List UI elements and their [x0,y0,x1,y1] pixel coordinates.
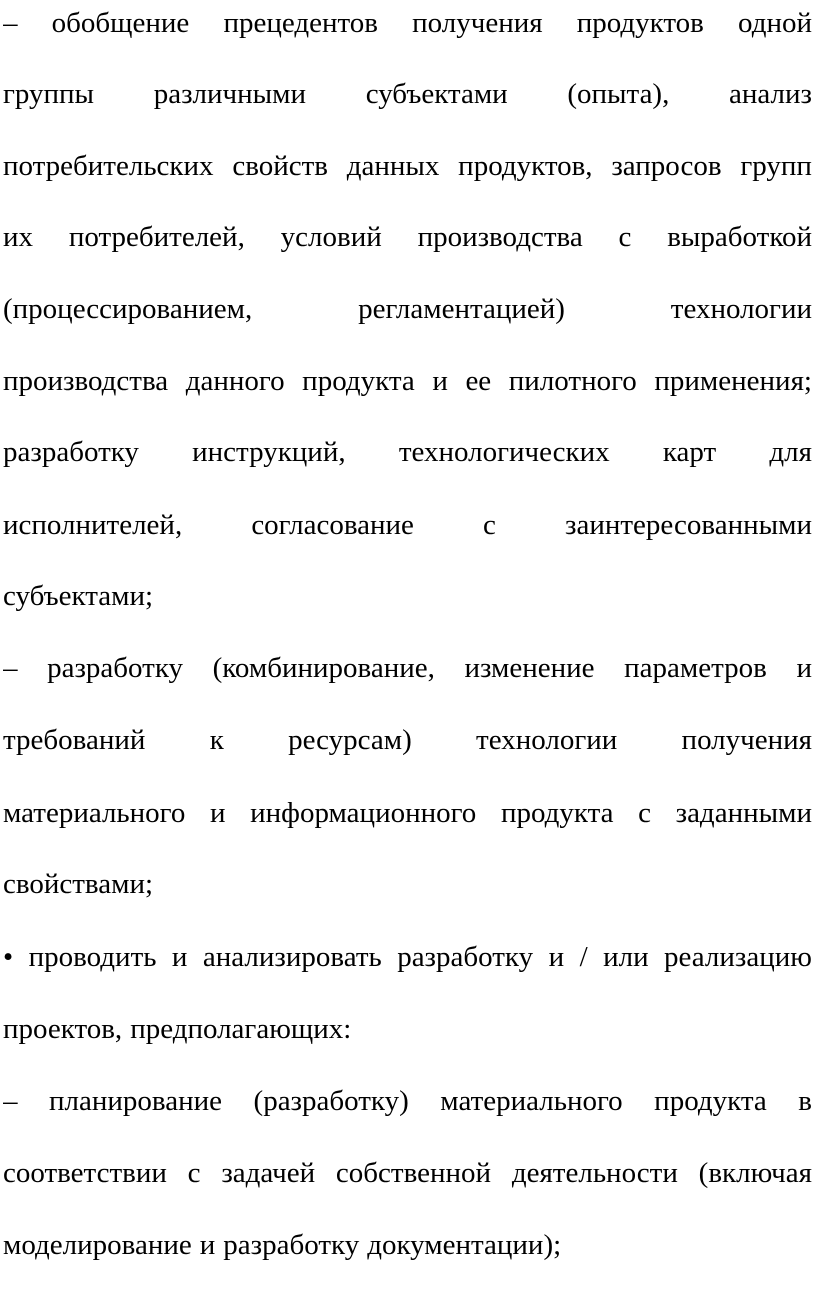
word: выработкой [667,221,812,253]
word: обобщение [51,7,190,39]
text-line [3,576,812,616]
text-line [3,289,812,329]
word: разработку [397,941,534,973]
word: планирование [49,1085,223,1117]
word: с [483,509,496,541]
word: в [798,1085,812,1117]
word: (комбинирование, [212,652,435,684]
word: технологических [398,436,610,468]
word: моделирование [3,1229,192,1261]
word: групп [740,150,812,182]
word: к [209,724,224,756]
word: данных [346,150,440,182]
text-line [3,432,812,472]
word: их [3,221,34,253]
word: данного [185,365,285,397]
word: прецедентов [223,7,378,39]
word: технологии [670,293,812,325]
word: заданными [675,797,812,829]
word: субъектами; [3,580,154,612]
word: и [796,652,812,684]
word: с [187,1157,201,1189]
word: исполнителей, [3,509,183,541]
word: с [638,797,651,829]
word: деятельности [511,1157,678,1189]
word: и [548,941,565,973]
word: получения [681,724,812,756]
word: продукта [302,365,415,397]
text-line [3,146,812,186]
word: собственной [335,1157,492,1189]
text-line [3,505,812,545]
word: свойств [232,150,328,182]
word: запросов [611,150,722,182]
word: ресурсам) [288,724,412,756]
text-line [3,720,812,760]
word: разработку [223,1229,360,1261]
word: проводить [28,941,157,973]
word: условий [280,221,382,253]
text-line [3,793,812,833]
text-line [3,864,812,904]
word: соответствии [3,1157,167,1189]
text-line [3,217,812,257]
word: материального [440,1085,623,1117]
word: для [769,436,812,468]
word: требований [3,724,146,756]
word: применения; [654,365,812,397]
word: и [199,1229,216,1261]
word: карт [662,436,717,468]
word: производства [417,221,583,253]
word: анализировать [202,941,382,973]
word: производства [3,365,169,397]
word: и [432,365,448,397]
word: продуктов [576,7,704,39]
text-line [3,1081,812,1121]
word: потребительских [3,150,214,182]
word: субъектами [365,78,508,110]
text-line [3,1009,812,1049]
text-line [3,648,812,688]
word: различными [153,78,307,110]
word: получения [412,7,543,39]
word: и [171,941,188,973]
word: / [579,941,588,973]
text-line [3,74,812,114]
word: потребителей, [68,221,245,253]
word: группы [3,78,95,110]
word: заинтересованными [565,509,812,541]
dash-marker: – [3,7,18,39]
bullet-marker: • [3,941,14,973]
word: (включая [698,1157,812,1189]
word: (опыта), [567,78,670,110]
dash-marker: – [3,652,18,684]
word: изменение [464,652,595,684]
word: параметров [624,652,767,684]
text-line [3,3,812,43]
text-line [3,1225,812,1265]
word: инструкций, [192,436,346,468]
word: с [618,221,632,253]
word: продукта [654,1085,767,1117]
word: (разработку) [253,1085,409,1117]
word: материального [3,797,186,829]
word: технологии [476,724,618,756]
word: информационного [250,797,477,829]
word: одной [738,7,812,39]
word: задачей [221,1157,316,1189]
word: проектов, [3,1013,123,1045]
word: свойствами; [3,868,154,900]
word: реализацию [664,941,812,973]
word: разработку [3,436,139,468]
word: или [603,941,649,973]
word: анализ [729,78,812,110]
word: продуктов, [458,150,593,182]
word: предполагающих: [130,1013,352,1045]
word: продукта [500,797,614,829]
word: и [209,797,226,829]
word: документации); [367,1229,562,1261]
word: разработку [47,652,184,684]
text-line [3,361,812,401]
word: согласование [251,509,414,541]
word: ее [465,365,492,397]
word: (процессированием, [3,293,253,325]
word: пилотного [508,365,637,397]
text-line [3,937,812,977]
dash-marker: – [3,1085,18,1117]
text-line [3,1153,812,1193]
word: регламентацией) [358,293,565,325]
